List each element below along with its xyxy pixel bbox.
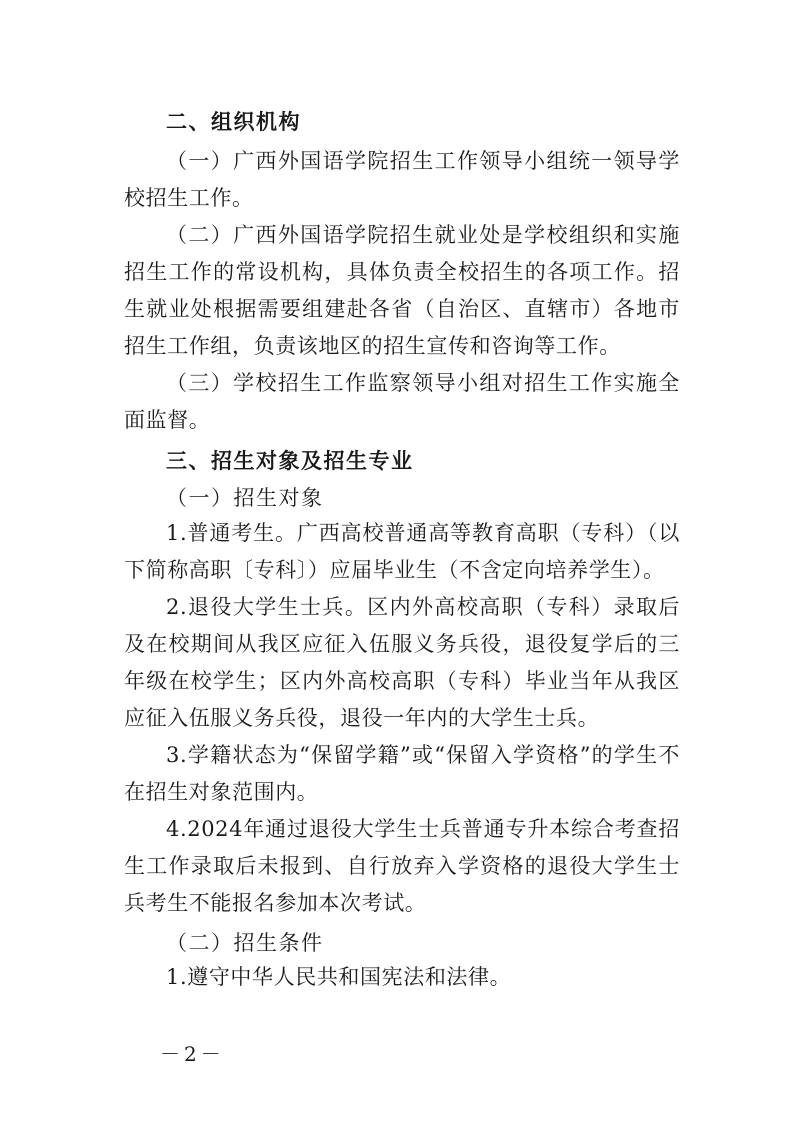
list-item-reserved-status: 3.学籍状态为“保留学籍”或“保留入学资格”的学生不在招生对象范围内。 [124,743,680,804]
subheading-admission-targets: （一）招生对象 [166,486,324,510]
page-number: －2－ [160,1042,225,1066]
list-item-obey-constitution: 1.遵守中华人民共和国宪法和法律。 [166,965,512,989]
paragraph-supervision-group: （三）学校招生工作监察领导小组对招生工作实施全面监督。 [124,371,680,432]
list-item-regular-candidates: 1.普通考生。广西高校普通高等教育高职（专科）（以下简称高职〔专科〕）应届毕业生（不含定向培养学生）。 [124,521,680,582]
subheading-admission-conditions: （二）招生条件 [166,931,324,955]
paragraph-admissions-office: （二）广西外国语学院招生就业处是学校组织和实施招生工作的常设机构，具体负责全校招生的各项工作。招生就业处根据需要组建赴各省（自治区、直辖市）各地市招生工作组，负责该地区的招生宣传和咨询等工作。 [124,223,680,358]
paragraph-leadership-group: （一）广西外国语学院招生工作领导小组统一领导学校招生工作。 [124,149,680,210]
list-item-veteran-students: 2.退役大学生士兵。区内外高校高职（专科）录取后及在校期间从我区应征入伍服义务兵役，退役复学后的三年级在校学生；区内外高校高职（专科）毕业当年从我区应征入伍服义务兵役，退役一年内的大学生士兵。 [124,595,680,730]
section-heading-admission-targets: 三、招生对象及招生专业 [166,449,414,473]
list-item-2024-exclusion: 4.2024年通过退役大学生士兵普通专升本综合考查招生工作录取后未报到、自行放弃入学资格的退役大学生士兵考生不能报名参加本次考试。 [124,817,680,915]
section-heading-organization: 二、组织机构 [166,110,301,134]
